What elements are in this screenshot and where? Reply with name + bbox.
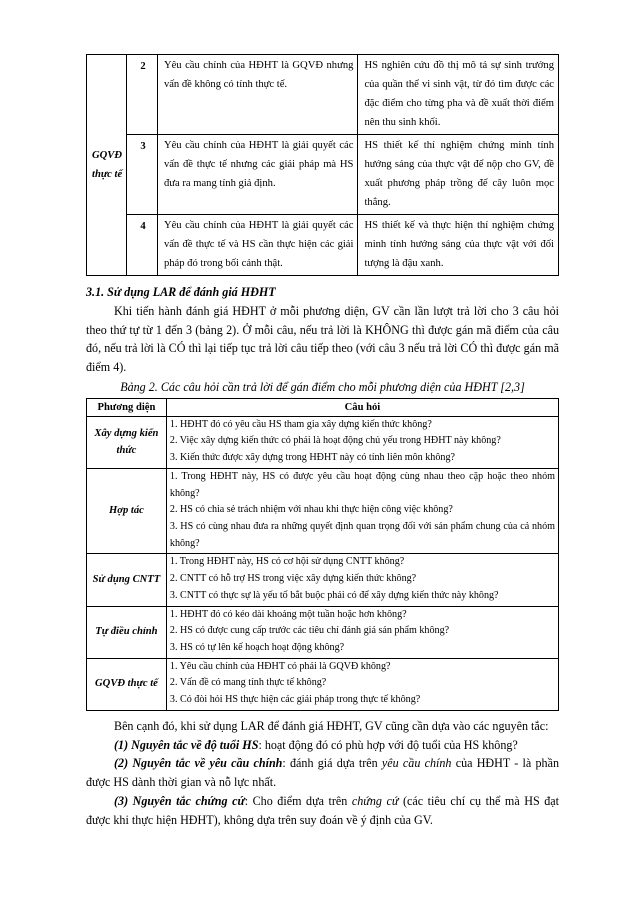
principle-3 (86, 792, 559, 830)
questions-table (86, 398, 559, 711)
principle-1-text: : hoạt động đó có phù hợp với độ tuổi của HS không? (258, 737, 518, 752)
question-item: 1. HĐHT đó có kéo dài khoảng một tuần hoặc hơn không? (169, 608, 407, 620)
question-item: 1. HĐHT đó có yêu cầu HS tham gia xây dựng kiến thức không? (169, 418, 432, 430)
table-caption: Bảng 2. Các câu hỏi cần trả lời để gán điểm cho mỗi phương diện của HĐHT [2,3] (120, 379, 525, 394)
header-aspect: Phương diện (87, 398, 167, 416)
aspect-cell: GQVĐ thực tế (87, 658, 167, 710)
question-item: 3. HS có tự lên kế hoạch hoạt động không? (169, 641, 345, 653)
principle-2-title: (2) Nguyên tắc về yêu cầu chính (114, 756, 283, 771)
principle-1 (86, 736, 559, 755)
question-item: 1. Trong HĐHT này, HS có được yêu cầu hoạt động cùng nhau theo cặp hoặc theo nhóm không? (169, 470, 555, 499)
document-page (86, 54, 559, 830)
question-item: 3. Kiến thức được xây dựng trong HĐHT này có tính liên môn không? (169, 452, 455, 464)
table-row (87, 606, 559, 658)
requirement-cell: Yêu cầu chính của HĐHT là GQVĐ nhưng vấn đề không có tính thực tế. (157, 55, 358, 135)
header-question: Câu hỏi (166, 398, 558, 416)
question-item: 2. Việc xây dựng kiến thức có phải là hoạt động chủ yếu trong HĐHT này không? (169, 435, 501, 447)
requirement-cell: Yêu cầu chính của HĐHT là giải quyết các vấn đề thực tế và HS cần thực hiện các giải pháp đó trong bối cảnh thật. (157, 215, 358, 276)
question-item: 3. Có đòi hỏi HS thực hiện các giải pháp trong thực tế không? (169, 694, 421, 706)
rubric-table-continued (86, 54, 559, 276)
table-row (87, 135, 559, 215)
question-item: 2. HS có được cung cấp trước các tiêu chí đánh giá sản phẩm không? (169, 625, 450, 637)
table-header-row (87, 398, 559, 416)
category-cell: GQVĐ thực tế (87, 55, 127, 276)
table-row (87, 416, 559, 468)
question-item: 1. Trong HĐHT này, HS có cơ hội sử dụng CNTT không? (169, 556, 405, 568)
principle-3-emphasis: chứng cứ (351, 793, 399, 808)
principle-1-title: (1) Nguyên tắc về độ tuổi HS (114, 737, 259, 752)
questions-cell (166, 416, 558, 468)
questions-cell (166, 468, 558, 554)
requirement-cell: Yêu cầu chính của HĐHT là giải quyết các vấn đề thực tế nhưng các giải pháp mà HS đưa ra mang tính giả định. (157, 135, 358, 215)
principle-2-emphasis: yêu cầu chính (381, 756, 452, 771)
table-row (87, 554, 559, 606)
question-item: 3. HS có cùng nhau đưa ra những quyết định quan trọng đối với sản phẩm chung của cả nhóm không? (169, 521, 555, 549)
aspect-cell: Sử dụng CNTT (87, 554, 167, 606)
question-item: 3. CNTT có thực sự là yếu tố bắt buộc phải có để xây dựng kiến thức này không? (169, 589, 499, 601)
aspect-cell: Xây dựng kiến thức (87, 416, 167, 468)
questions-cell (166, 554, 558, 606)
example-cell: HS thiết kế thí nghiệm chứng minh tính hướng sáng của thực vật để nộp cho GV, đề xuất phương pháp trồng để cây luôn mọc thẳng. (358, 135, 559, 215)
question-item: 2. CNTT có hỗ trợ HS trong việc xây dựng kiến thức không? (169, 573, 417, 585)
level-cell: 4 (126, 215, 157, 276)
table-row (87, 215, 559, 276)
principle-3-title: (3) Nguyên tắc chứng cứ (114, 793, 245, 808)
aspect-cell: Tự điều chỉnh (87, 606, 167, 658)
level-cell: 2 (126, 55, 157, 135)
principle-2-text-a: : đánh giá dựa trên (282, 756, 382, 771)
questions-cell (166, 606, 558, 658)
principle-2 (86, 754, 559, 792)
principles-intro: Bên cạnh đó, khi sử dụng LAR để đánh giá HĐHT, GV cũng cần dựa vào các nguyên tắc: (114, 718, 549, 733)
level-cell: 3 (126, 135, 157, 215)
example-cell: HS nghiên cứu đồ thị mô tả sự sinh trưởng của quần thể vi sinh vật, từ đó tìm được các đặc điểm cho từng pha và đề xuất thời điểm nên thu sinh khối. (358, 55, 559, 135)
question-item: 1. Yêu cầu chính của HĐHT có phải là GQVĐ không? (169, 660, 391, 672)
questions-cell (166, 658, 558, 710)
aspect-cell: Hợp tác (87, 468, 167, 554)
principle-3-text-b: (các tiêu chí cụ thể mà HS đạt được khi thực hiện HĐHT), không dựa trên suy đoán về ý định của GV. (86, 793, 560, 827)
principle-3-text-a: : Cho điểm dựa trên (244, 793, 352, 808)
question-item: 2. HS có chia sẻ trách nhiệm với nhau khi thực hiện công việc không? (169, 504, 453, 516)
table-row (87, 468, 559, 554)
section-paragraph: Khi tiến hành đánh giá HĐHT ở mỗi phương diện, GV cần lần lượt trả lời cho 3 câu hỏi theo thứ tự từ 1 đến 3 (bảng 2). Ở mỗi câu, nếu trả lời là KHÔNG thì được gán mã điểm của câu đó, nếu trả lời là CÓ thì lại tiếp tục trả lời câu tiếp theo (với câu 3 nếu trả lời CÓ thì được gán mã điểm 4). (86, 303, 559, 375)
example-cell: HS thiết kế và thực hiện thí nghiệm chứng minh tính hướng sáng của thực vật với đối tượng là đậu xanh. (358, 215, 559, 276)
section-heading: 3.1. Sử dụng LAR để đánh giá HĐHT (86, 285, 276, 299)
table-row (87, 55, 559, 135)
table-row (87, 658, 559, 710)
question-item: 2. Vấn đề có mang tính thực tế không? (169, 677, 327, 689)
principle-2-text-b: của HĐHT - là phần được HS dành thời gian và nỗ lực nhất. (86, 756, 559, 790)
